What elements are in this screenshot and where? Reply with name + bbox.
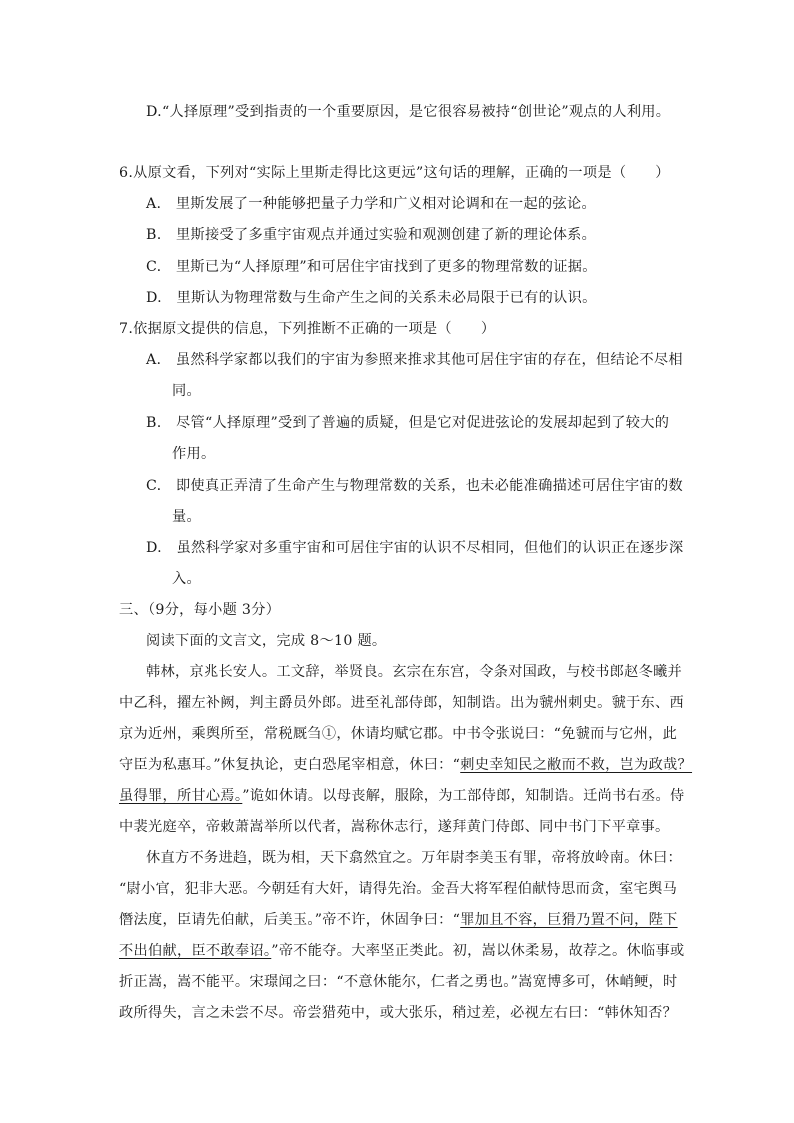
q7-option-c-line2: 量。	[172, 509, 201, 525]
passage-text: ”帝不能夺。大率坚正类此。初，嵩以休柔易，故荐之。休临事或	[271, 943, 685, 959]
passage-p2-line1: 休直方不务进趋，既为相，天下翕然宜之。万年尉李美玉有罪，帝将放岭南。休曰：	[146, 850, 683, 866]
section-three-heading: 三、（9分，每小题 3分）	[119, 602, 281, 618]
underlined-sentence: 刺史幸知民之敝而不救，岂为政哉？	[460, 757, 693, 773]
q7-option-a-line1: A. 虽然科学家都以我们的宇宙为参照来推求其他可居住宇宙的存在，但结论不尽相	[146, 352, 683, 368]
q7-option-d-line1: D. 虽然科学家对多重宇宙和可居住宇宙的认识不尽相同，但他们的认识正在逐步深	[146, 540, 684, 556]
q7-option-d-line2: 入。	[172, 571, 201, 587]
underlined-sentence: 罪加且不容，巨猾乃置不问，陛下	[460, 912, 678, 928]
passage-p2-line3	[119, 910, 678, 930]
q7-option-b-line1: B. 尽管“人择原理”受到了普遍的质疑，但是它对促进弦论的发展却起到了较大的	[146, 415, 670, 431]
underlined-sentence: 虽得罪，所甘心焉。	[119, 788, 243, 804]
passage-p1-line5	[119, 786, 684, 806]
q6-option-a: A. 里斯发展了一种能够把量子力学和广义相对论调和在一起的弦论。	[146, 196, 596, 212]
passage-p2-line2: “尉小官，犯非大恶。今朝廷有大奸，请得先治。金吾大将军程伯献恃思而贪，室宅舆马	[119, 881, 678, 897]
passage-p2-line6: 政所得失，言之未尝不尽。帝尝猎苑中，或大张乐，稍过差，必视左右曰：“韩休知否？	[119, 1005, 678, 1021]
q5-option-d: D.“人择原理”受到指责的一个重要原因，是它很容易被持“创世论”观点的人利用。	[146, 104, 671, 120]
q6-stem: 6.从原文看，下列对“实际上里斯走得比这更远”这句话的理解，正确的一项是（ ）	[119, 165, 670, 181]
q6-option-b: B. 里斯接受了多重宇宙观点并通过实验和观测创建了新的理论体系。	[146, 227, 597, 243]
passage-p1-line2: 中乙科，擢左补阙，判主爵员外郎。进至礼部侍郎，知制诰。出为虢州刺史。虢于东、西	[119, 695, 685, 711]
q7-option-a-line2: 同。	[172, 383, 201, 399]
passage-p2-line4	[119, 941, 684, 961]
passage-p1-line6: 中裴光庭卒，帝敕萧嵩举所以代者，嵩称休志行，遂拜黄门侍郎、同中书门下平章事。	[119, 819, 670, 835]
q7-stem: 7.依据原文提供的信息，下列推断不正确的一项是（ ）	[119, 321, 496, 337]
q7-option-c-line1: C. 即使真正弄清了生命产生与物理常数的关系，也未必能准确描述可居住宇宙的数	[146, 478, 684, 494]
passage-p1-line4	[119, 755, 692, 775]
section-three-instruction: 阅读下面的文言文，完成 8～10 题。	[146, 633, 387, 649]
q7-option-b-line2: 作用。	[172, 446, 216, 462]
passage-text: ”诡如休请。以母丧解，服除，为工部侍郎，知制诰。迁尚书右丞。侍	[242, 788, 685, 804]
underlined-sentence: 不出伯献，臣不敢奉诏。	[119, 943, 272, 959]
passage-p2-line5: 折正嵩，嵩不能平。宋璟闻之曰：“不意休能尔，仁者之勇也。”嵩宽博多可，休峭鲠，时	[119, 974, 678, 990]
passage-text: 守臣为私惠耳。”休复执论，吏白恐尾宰相意，休曰：“	[119, 757, 461, 773]
q6-option-c: C. 里斯已为“人择原理”和可居住宇宙找到了更多的物理常数的证据。	[146, 259, 597, 275]
q6-option-d: D. 里斯认为物理常数与生命产生之间的关系未必局限于已有的认识。	[146, 290, 597, 306]
passage-text: 僭法度，臣请先伯献，后美玉。”帝不许，休固争曰：“	[119, 912, 461, 928]
passage-p1-line3: 京为近州，乘舆所至，常税厩刍①，休请均赋它郡。中书令张说曰：“免虢而与它州，此	[119, 726, 678, 742]
passage-p1-line1: 韩林，京兆长安人。工文辞，举贤良。玄宗在东宫，令条对国政，与校书郎赵冬曦并	[146, 664, 683, 680]
